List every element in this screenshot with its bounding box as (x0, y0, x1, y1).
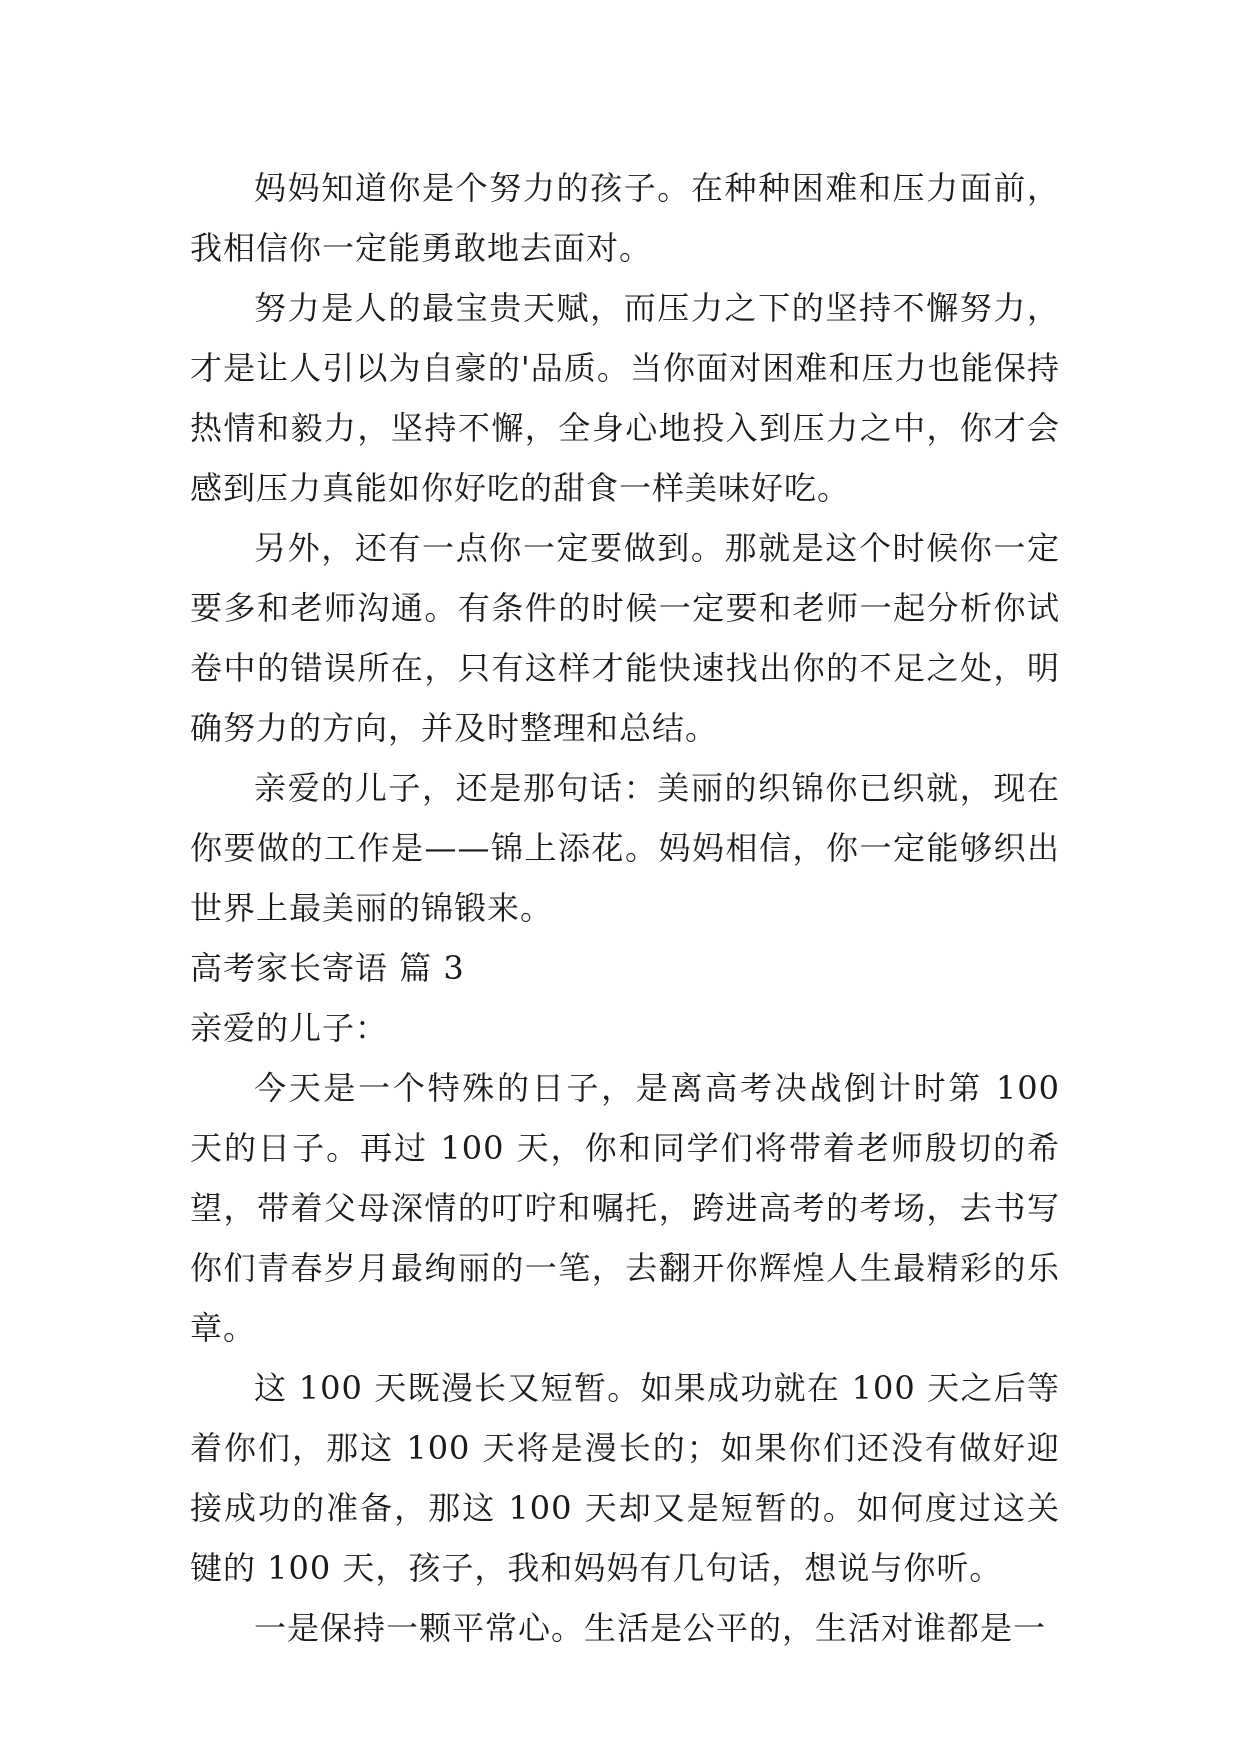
paragraph-brocade: 亲爱的儿子，还是那句话：美丽的织锦你已织就，现在你要做的工作是——锦上添花。妈妈相信，你一定能够织出世界上最美丽的锦锻来。 (190, 769, 1060, 927)
paragraph-effort-belief: 妈妈知道你是个努力的孩子。在种种困难和压力面前，我相信你一定能勇敢地去面对。 (190, 169, 1060, 267)
salutation: 亲爱的儿子： (190, 1009, 389, 1047)
section-heading: 高考家长寄语 篇 3 (190, 949, 465, 987)
paragraph-effort-pressure: 努力是人的最宝贵天赋，而压力之下的坚持不懈努力，才是让人引以为自豪的'品质。当你面对困难和压力也能保持热情和毅力，坚持不懈，全身心地投入到压力之中，你才会感到压力真能如你好吃的甜食一样美味好吃。 (190, 289, 1060, 507)
paragraph-countdown: 今天是一个特殊的日子，是离高考决战倒计时第 100 天的日子。再过 100 天，你和同学们将带着老师殷切的希望，带着父母深情的叮咛和嘱托，跨进高考的考场，去书写你们青春岁月最绚丽的一笔，去翻开你辉煌人生最精彩的乐章。 (190, 1069, 1060, 1347)
paragraph-calm-mind: 一是保持一颗平常心。生活是公平的，生活对谁都是一 (254, 1609, 1047, 1647)
paragraph-teacher-communication: 另外，还有一点你一定要做到。那就是这个时候你一定要多和老师沟通。有条件的时候一定要和老师一起分析你试卷中的错误所在，只有这样才能快速找出你的不足之处，明确努力的方向，并及时整理和总结。 (190, 529, 1060, 747)
paragraph-hundred-days: 这 100 天既漫长又短暂。如果成功就在 100 天之后等着你们，那这 100 天将是漫长的；如果你们还没有做好迎接成功的准备，那这 100 天却又是短暂的。如何度过这关键的 100 天，孩子，我和妈妈有几句话，想说与你听。 (190, 1369, 1060, 1587)
document-page (190, 158, 1060, 1658)
